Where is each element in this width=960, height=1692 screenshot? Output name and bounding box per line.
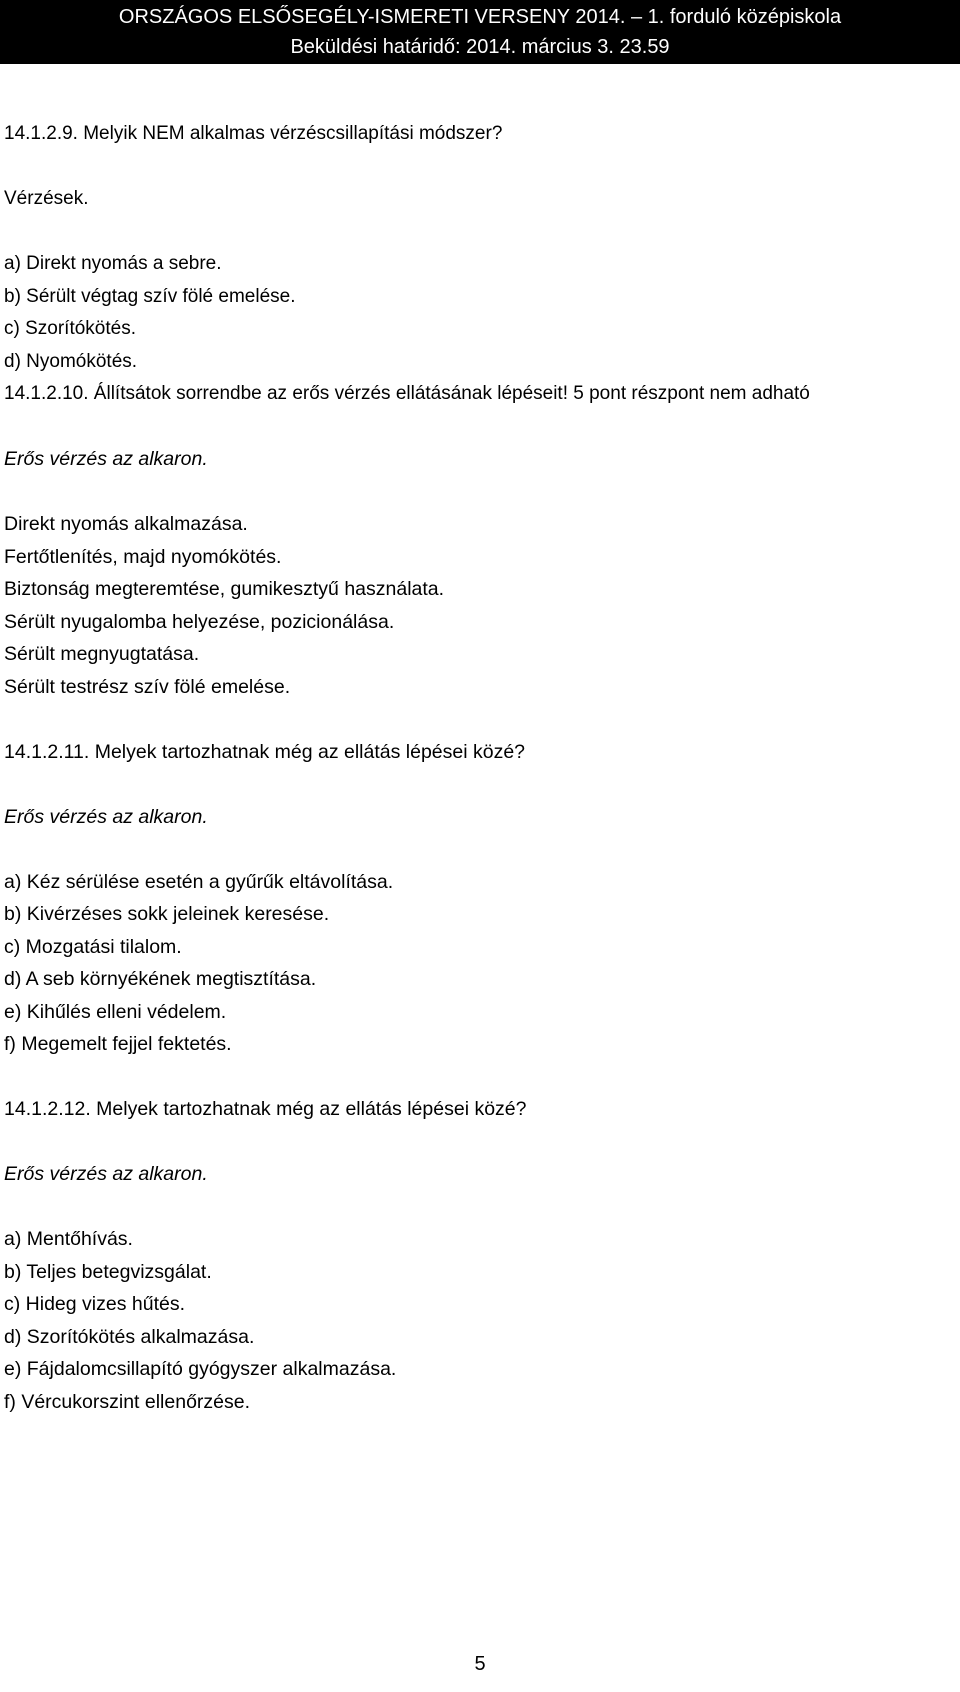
question-12-option-d: d) Szorítókötés alkalmazása. (4, 1325, 255, 1348)
question-10-title: 14.1.2.10. Állítsátok sorrendbe az erős vérzés ellátásának lépéseit! 5 pont részpont nem adható (4, 383, 810, 404)
question-10-step: Direkt nyomás alkalmazása. (4, 513, 248, 535)
document-body (4, 118, 954, 1418)
question-11-option-c: c) Mozgatási tilalom. (4, 935, 182, 958)
question-11-option-a: a) Kéz sérülése esetén a gyűrűk eltávolítása. (4, 870, 394, 893)
question-10-step: Fertőtlenítés, majd nyomókötés. (4, 545, 282, 568)
question-11-title: 14.1.2.11. Melyek tartozhatnak még az ellátás lépései közé? (4, 740, 526, 763)
header-deadline: Beküldési határidő: 2014. március 3. 23.59 (290, 36, 670, 58)
question-12-option-f: f) Vércukorszint ellenőrzése. (4, 1390, 251, 1413)
question-12-scenario: Erős vérzés az alkaron. (4, 1163, 208, 1185)
question-9-option-a: a) Direkt nyomás a sebre. (4, 253, 222, 274)
question-10-step: Sérült megnyugtatása. (4, 643, 200, 665)
question-11-scenario: Erős vérzés az alkaron. (4, 805, 208, 828)
page-number: 5 (474, 1653, 486, 1675)
question-11-option-f: f) Megemelt fejjel fektetés. (4, 1033, 232, 1055)
question-12-option-c: c) Hideg vizes hűtés. (4, 1293, 185, 1315)
question-9-option-d: d) Nyomókötés. (4, 350, 138, 372)
question-9-option-b: b) Sérült végtag szív fölé emelése. (4, 285, 296, 307)
question-12-option-b: b) Teljes betegvizsgálat. (4, 1260, 212, 1283)
question-10-step: Sérült nyugalomba helyezése, pozicionálása. (4, 610, 395, 633)
question-10-step: Sérült testrész szív fölé emelése. (4, 675, 291, 698)
question-9-option-c: c) Szorítókötés. (4, 318, 136, 339)
question-11-option-e: e) Kihűlés elleni védelem. (4, 1000, 227, 1023)
header-title: ORSZÁGOS ELSŐSEGÉLY-ISMERETI VERSENY 2014. – 1. forduló középiskola (118, 6, 842, 28)
question-10-scenario: Erős vérzés az alkaron. (4, 448, 208, 470)
page-header (0, 0, 960, 64)
question-12-title: 14.1.2.12. Melyek tartozhatnak még az ellátás lépései közé? (4, 1098, 527, 1120)
question-12-option-e: e) Fájdalomcsillapító gyógyszer alkalmazása. (4, 1358, 397, 1380)
question-10-step: Biztonság megteremtése, gumikesztyű használata. (4, 578, 445, 600)
question-9-topic: Vérzések. (4, 188, 89, 209)
question-11-option-b: b) Kivérzéses sokk jeleinek keresése. (4, 903, 330, 925)
question-12-option-a: a) Mentőhívás. (4, 1228, 133, 1250)
question-11-option-d: d) A seb környékének megtisztítása. (4, 968, 317, 990)
question-9-title: 14.1.2.9. Melyik NEM alkalmas vérzéscsillapítási módszer? (4, 123, 503, 144)
